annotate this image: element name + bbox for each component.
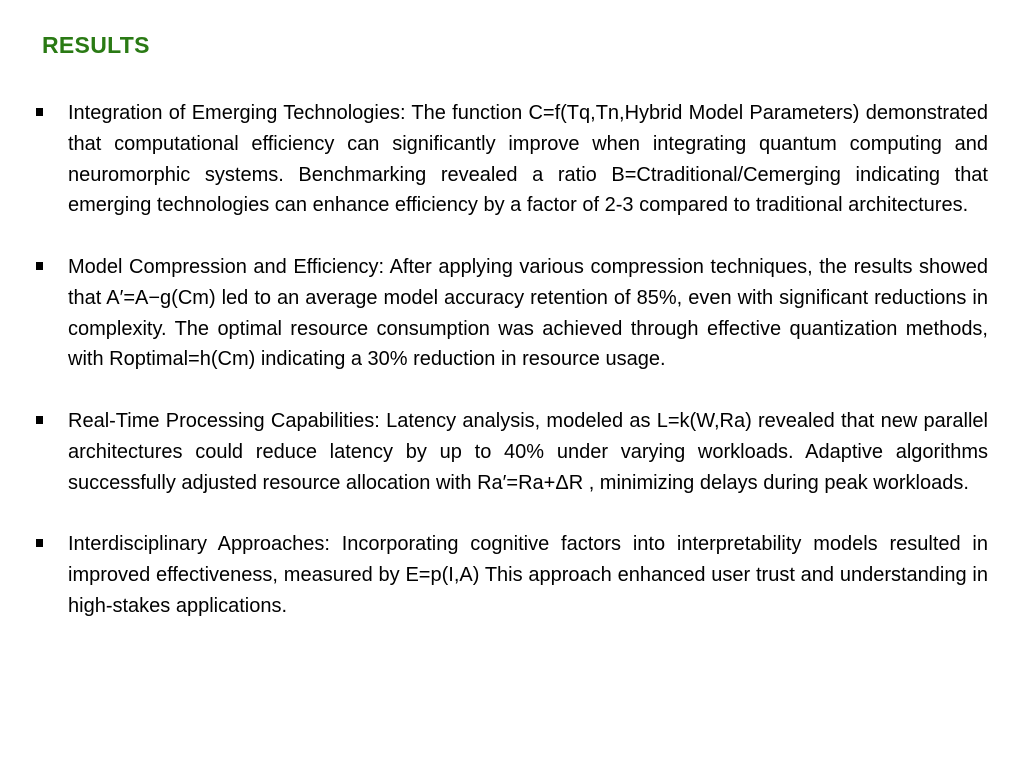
square-bullet-icon [36,539,43,547]
square-bullet-icon [36,416,43,424]
bullet-item-model-compression [36,252,988,375]
bullet-item-emerging-technologies [36,98,988,221]
bullet-item-interdisciplinary-approaches [36,529,988,621]
square-bullet-icon [36,108,43,116]
bullet-item-real-time-processing [36,406,988,498]
bullet-text: Interdisciplinary Approaches: Incorporating cognitive factors into interpretability models resulted in improved effectiveness, measured by E=p(I,A) This approach enhanced user trust and understanding in high-stakes applications. [68,533,988,617]
slide-title: RESULTS [42,32,150,58]
square-bullet-icon [36,262,43,270]
bullet-text: Integration of Emerging Technologies: The function C=f(Tq,Tn,Hybrid Model Parameters) demonstrated that computational efficiency can significantly improve when integrating quantum computing and neuromorphic systems. Benchmarking revealed a ratio B=Ctraditional/Cemerging indicating that emerging technologies can enhance efficiency by a factor of 2-3 compared to traditional architectures. [68,102,988,217]
bullet-text: Model Compression and Efficiency: After applying various compression techniques, the results showed that A′=A−g(Cm) led to an average model accuracy retention of 85%, even with significant reductions in complexity. The optimal resource consumption was achieved through effective quantization methods, with Roptimal=h(Cm) indicating a 30% reduction in resource usage. [68,255,988,371]
results-bullet-list [36,98,988,652]
bullet-text: Real-Time Processing Capabilities: Latency analysis, modeled as L=k(W,Ra) revealed that new parallel architectures could reduce latency by up to 40% under varying workloads. Adaptive algorithms successfully adjusted resource allocation with Ra′=Ra+ΔR , minimizing delays during peak workloads. [68,409,988,494]
